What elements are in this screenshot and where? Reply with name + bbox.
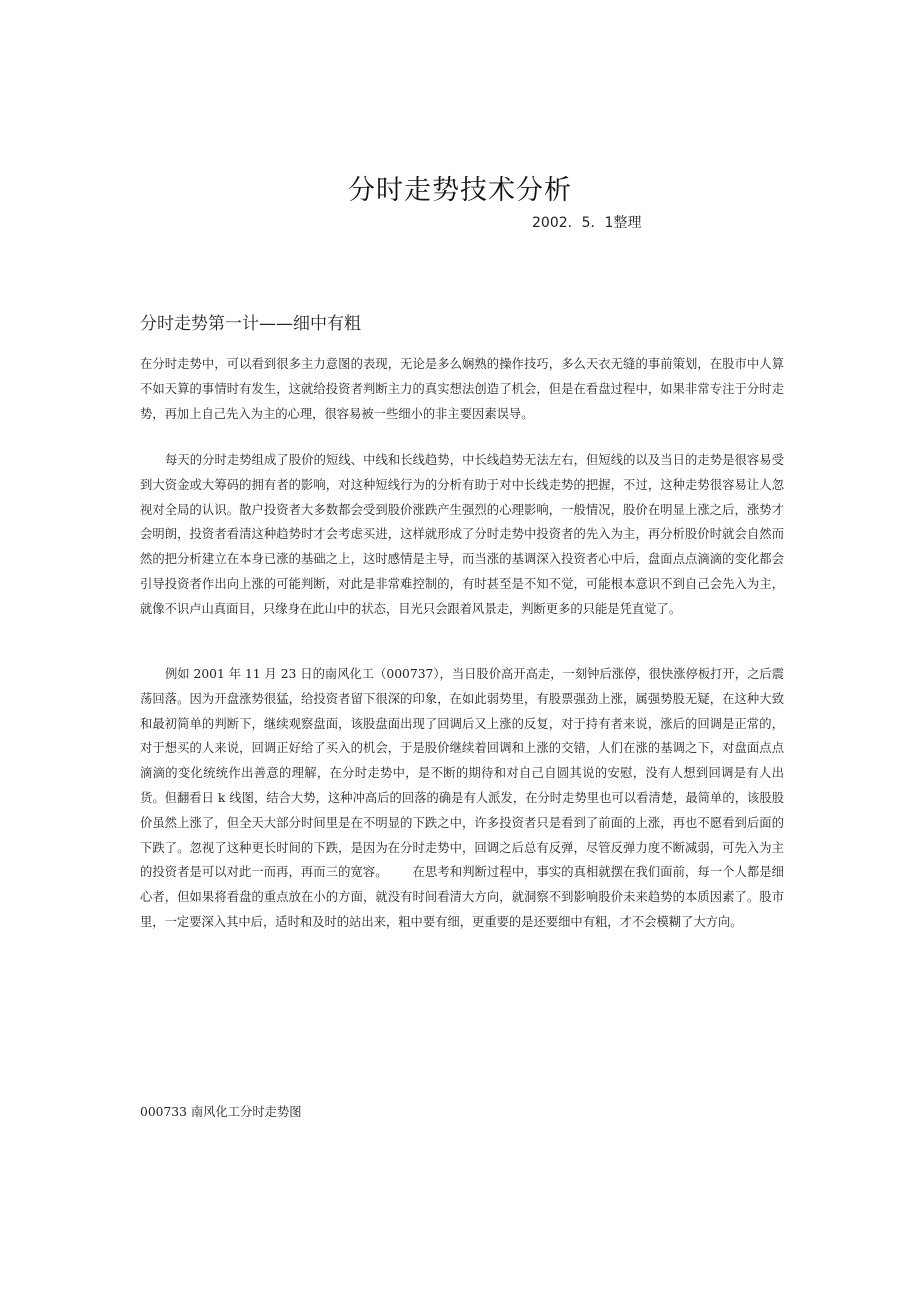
paragraph-example (140, 662, 784, 935)
paragraph-conclusion-text: 在思考和判断过程中，事实的真相就摆在我们面前，每一个人都是细心者，但如果将看盘的重点放在小的方面，就没有时间看清大方向，就洞察不到影响股价未来趋势的本质因素了。股市里，一定要深入其中后，适时和及时的站出来，粗中要有细，更重要的是还要细中有粗，才不会模糊了大方向。 (140, 865, 784, 929)
paragraph-trend-text: 每天的分时走势组成了股价的短线、中线和长线趋势，中长线趋势无法左右，但短线的以及当日的走势是很容易受到大资金或大筹码的拥有者的影响，对这种短线行为的分析有助于对中长线走势的把握，不过，这种走势很容易让人忽视对全局的认识。散户投资者大多数都会受到股价涨跌产生强烈的心理影响，一般情况，股价在明显上涨之后，涨势才会明朗，投资者看清这种趋势时才会考虑买进，这样就形成了分时走势中投资者的先入为主，再分析股价时就会自然而然的把分析建立在本身已涨的基础之上，这时感情是主导，而当涨的基调深入投资者心中后，盘面点点滴滴的变化都会引导投资者作出向上涨的可能判断，对此是非常难控制的，有时甚至是不知不觉，可能根本意识不到自己会先入为主，就像不识卢山真面目，只缘身在此山中的状态，目光只会跟着风景走，判断更多的只能是凭直觉了。 (140, 453, 784, 616)
paragraph-intro (140, 352, 784, 426)
section-heading: 分时走势第一计——细中有粗 (140, 314, 361, 334)
document-date: 2002．5．1整理 (532, 215, 642, 231)
document-title: 分时走势技术分析 (348, 175, 572, 206)
paragraph-trend (140, 448, 784, 622)
paragraph-example-text: 例如 2001 年 11 月 23 日的南风化工（000737），当日股价高开高走，一刻钟后涨停，很快涨停板打开，之后震荡回落。因为开盘涨势很猛，给投资者留下很深的印象，在如此弱势里，有股票强劲上涨，属强势股无疑，在这种大致和最初简单的判断下，继续观察盘面，该股盘面出现了回调后又上涨的反复，对于持有者来说，涨后的回调是正常的，对于想买的人来说，回调正好给了买入的机会，于是股价继续着回调和上涨的交错，人们在涨的基调之下，对盘面点点滴滴的变化统统作出善意的理解，在分时走势中，是不断的期待和对自己自圆其说的安慰，没有人想到回调是有人出货。但翻看日 k 线图，结合大势，这种冲高后的回落的确是有人派发，在分时走势里也可以看清楚，最简单的，该股股价虽然上涨了，但全天大部分时间里是在不明显的下跌之中，许多投资者只是看到了前面的上涨，再也不愿看到后面的下跌了。忽视了这种更长时间的下跌，是因为在分时走势中，回调之后总有反弹，尽管反弹力度不断减弱，可先入为主的投资者是可以对此一而再，再而三的宽容。 (140, 667, 784, 880)
figure-caption: 000733 南风化工分时走势图 (140, 1105, 302, 1119)
paragraph-intro-text: 在分时走势中，可以看到很多主力意图的表现，无论是多么娴熟的操作技巧，多么天衣无缝的事前策划，在股市中人算不如天算的事情时有发生，这就给投资者判断主力的真实想法创造了机会，但是在看盘过程中，如果非常专注于分时走势，再加上自己先入为主的心理，很容易被一些细小的非主要因素误导。 (140, 357, 784, 421)
